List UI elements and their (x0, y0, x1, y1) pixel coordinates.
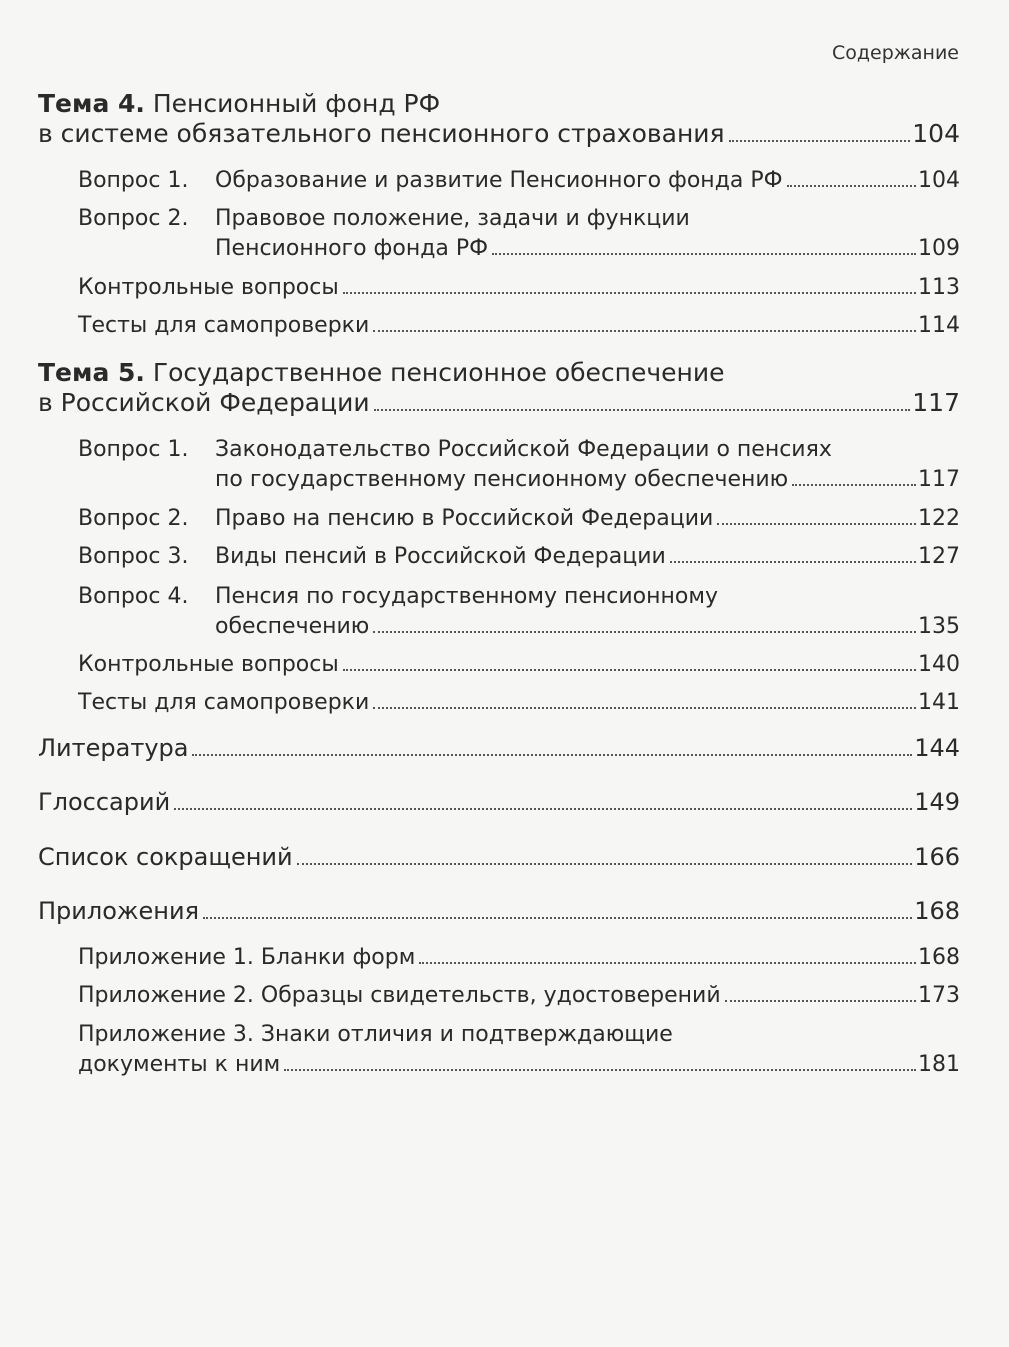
toc-abbreviations[interactable] (38, 842, 960, 872)
dot-leader (297, 863, 913, 865)
dot-leader (725, 1000, 916, 1002)
page-number: 117 (918, 467, 960, 492)
page-number: 127 (918, 544, 960, 569)
question-label: Вопрос 1. (78, 168, 189, 193)
dot-leader (787, 185, 916, 187)
entry-title: Глоссарий (38, 788, 171, 816)
appendix-title: Приложение 1. Бланки форм (78, 945, 416, 970)
dot-leader (374, 409, 911, 411)
toc-self-tests[interactable] (78, 311, 960, 341)
page-number: 141 (918, 690, 960, 715)
page-number: 104 (912, 119, 960, 148)
page-number: 144 (914, 734, 960, 762)
page-number: 122 (918, 506, 960, 531)
appendix-title: Приложение 3. Знаки отличия и подтверждающие (78, 1022, 673, 1047)
theme-title: Государственное пенсионное обеспечение (152, 358, 725, 387)
question-title: Законодательство Российской Федерации о пенсиях (215, 437, 832, 462)
question-title-cont: по государственному пенсионному обеспечению (215, 467, 789, 492)
entry-title: Список сокращений (38, 843, 293, 871)
page-number: 113 (918, 275, 960, 300)
question-label: Вопрос 2. (78, 206, 189, 231)
question-label: Вопрос 2. (78, 506, 189, 531)
page-number: 114 (918, 313, 960, 338)
toc-literature[interactable] (38, 733, 960, 763)
question-title: Виды пенсий в Российской Федерации (215, 544, 666, 569)
page-number: 181 (918, 1052, 960, 1077)
page-number: 149 (914, 788, 960, 816)
toc-appendix[interactable] (78, 1020, 960, 1080)
toc-appendix[interactable] (78, 943, 960, 973)
dot-leader (343, 669, 916, 671)
page-number: 173 (918, 983, 960, 1008)
toc-question[interactable] (78, 504, 960, 534)
dot-leader (373, 631, 916, 633)
page-number: 168 (914, 897, 960, 925)
toc-control-questions[interactable] (78, 650, 960, 680)
page-number: 168 (918, 945, 960, 970)
dot-leader (343, 292, 916, 294)
entry-title: Приложения (38, 897, 200, 925)
running-header: Содержание (832, 42, 959, 64)
dot-leader (729, 140, 911, 142)
dot-leader (670, 561, 916, 563)
dot-leader (174, 808, 912, 810)
question-title-cont: Пенсионного фонда РФ (215, 236, 489, 261)
appendix-title: Приложение 2. Образцы свидетельств, удостоверений (78, 983, 721, 1008)
entry-title: Литература (38, 734, 189, 762)
dot-leader (203, 917, 912, 919)
dot-leader (284, 1069, 916, 1071)
entry-title: Тесты для самопроверки (78, 313, 370, 338)
toc-appendices[interactable] (38, 896, 960, 926)
theme-title-cont: в Российской Федерации (38, 388, 370, 417)
question-title: Правовое положение, задачи и функции (215, 206, 690, 231)
dot-leader (373, 330, 916, 332)
page-number: 166 (914, 843, 960, 871)
page-number: 104 (918, 168, 960, 193)
dot-leader (717, 523, 916, 525)
page-number: 135 (918, 614, 960, 639)
entry-title: Тесты для самопроверки (78, 690, 370, 715)
page-number: 140 (918, 652, 960, 677)
toc-question[interactable] (78, 542, 960, 572)
dot-leader (492, 253, 916, 255)
appendix-title-cont: документы к ним (78, 1052, 281, 1077)
theme-title-cont: в системе обязательного пенсионного страхования (38, 119, 725, 148)
toc-appendix[interactable] (78, 981, 960, 1011)
question-label: Вопрос 4. (78, 584, 189, 609)
page-number: 117 (912, 388, 960, 417)
toc-question[interactable] (78, 435, 960, 495)
theme-label: Тема 4. (38, 89, 145, 118)
theme-label: Тема 5. (38, 358, 145, 387)
dot-leader (419, 962, 916, 964)
page-number: 109 (918, 236, 960, 261)
toc-theme-5[interactable] (38, 358, 960, 418)
entry-title: Контрольные вопросы (78, 652, 339, 677)
toc-glossary[interactable] (38, 787, 960, 817)
question-title: Образование и развитие Пенсионного фонда РФ (215, 168, 783, 193)
toc-question[interactable] (78, 582, 960, 642)
toc-theme-4[interactable] (38, 89, 960, 149)
dot-leader (192, 754, 912, 756)
question-title: Пенсия по государственному пенсионному (215, 584, 718, 609)
toc-control-questions[interactable] (78, 273, 960, 303)
question-title: Право на пенсию в Российской Федерации (215, 506, 714, 531)
entry-title: Контрольные вопросы (78, 275, 339, 300)
theme-title: Пенсионный фонд РФ (152, 89, 441, 118)
question-label: Вопрос 1. (78, 437, 189, 462)
dot-leader (792, 484, 916, 486)
question-label: Вопрос 3. (78, 544, 189, 569)
dot-leader (373, 707, 916, 709)
toc-question[interactable] (78, 204, 960, 264)
question-title-cont: обеспечению (215, 614, 370, 639)
toc-self-tests[interactable] (78, 688, 960, 718)
toc-question[interactable] (78, 166, 960, 196)
